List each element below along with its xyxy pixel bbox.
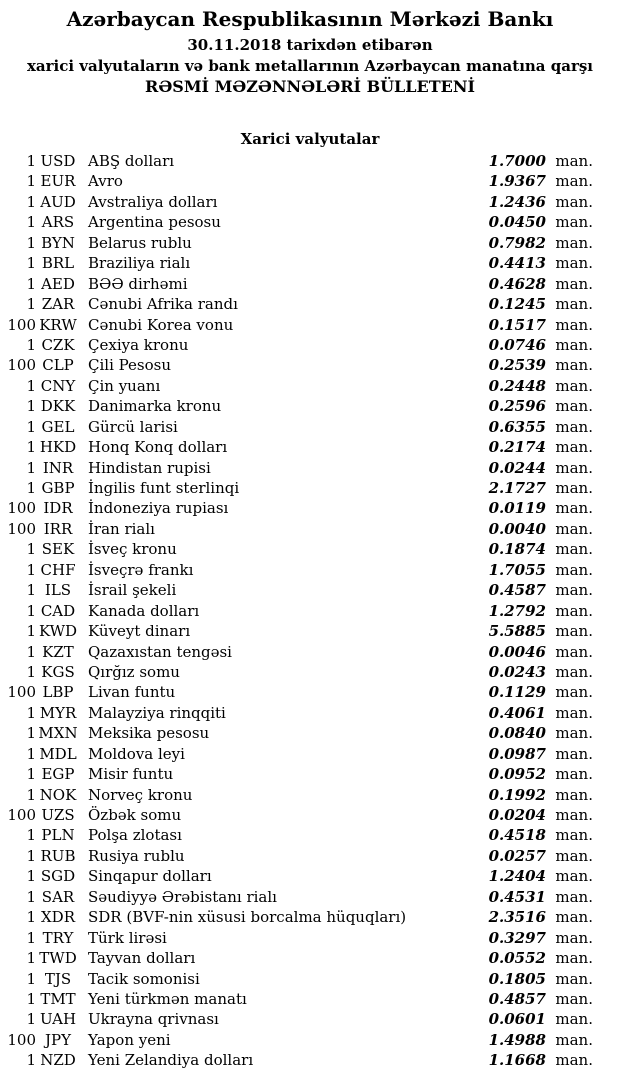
- rate-row: [0, 396, 620, 416]
- row-quantity: 1: [26, 989, 36, 1008]
- row-quantity: 1: [26, 949, 36, 968]
- row-rate-value: 0.7982: [488, 233, 546, 252]
- row-unit-label: man.: [555, 703, 593, 722]
- row-unit-label: man.: [555, 581, 593, 600]
- row-currency-code: CNY: [40, 376, 76, 395]
- row-rate-value: 0.0204: [488, 806, 546, 824]
- row-quantity: 1: [26, 826, 36, 845]
- row-unit-label: man.: [555, 724, 593, 743]
- bank-name-title: Azərbaycan Respublikasının Mərkəzi Bankı: [66, 7, 554, 31]
- row-currency-name: Türk lirəsi: [88, 928, 167, 947]
- rate-row: [0, 723, 620, 743]
- rate-row: [0, 825, 620, 845]
- row-unit-label: man.: [555, 560, 593, 579]
- rate-row: [0, 192, 620, 212]
- row-currency-code: SGD: [40, 867, 76, 886]
- rate-row: [0, 171, 620, 191]
- row-quantity: 1: [26, 1010, 36, 1029]
- rates-table: [0, 151, 620, 1071]
- rate-row: [0, 274, 620, 294]
- row-currency-name: Səudiyyə Ərəbistanı rialı: [88, 887, 277, 906]
- row-unit-label: man.: [555, 969, 593, 988]
- row-currency-name: İsveçrə frankı: [88, 560, 194, 579]
- row-quantity: 1: [26, 846, 36, 865]
- row-rate-value: 0.2539: [488, 356, 546, 375]
- row-currency-code: AUD: [40, 192, 76, 211]
- row-unit-label: man.: [555, 642, 593, 661]
- row-rate-value: 5.5885: [488, 622, 546, 641]
- row-quantity: 1: [26, 785, 36, 804]
- row-currency-code: BYN: [41, 233, 75, 252]
- row-rate-value: 0.4061: [488, 703, 546, 722]
- row-unit-label: man.: [555, 785, 593, 804]
- row-quantity: 1: [26, 376, 36, 395]
- row-quantity: 1: [26, 397, 36, 416]
- row-rate-value: 0.2448: [488, 376, 546, 395]
- row-currency-name: Malayziya rinqqiti: [88, 703, 226, 722]
- row-quantity: 1: [26, 172, 36, 191]
- row-rate-value: 0.0046: [488, 642, 546, 661]
- row-currency-code: NOK: [39, 785, 77, 804]
- row-currency-name: Yapon yeni: [88, 1030, 171, 1049]
- row-unit-label: man.: [555, 233, 593, 252]
- row-unit-label: man.: [555, 356, 593, 375]
- rate-row: [0, 601, 620, 621]
- row-currency-name: Meksika pesosu: [88, 724, 210, 743]
- row-rate-value: 0.4587: [488, 581, 546, 600]
- row-quantity: 100: [7, 683, 36, 702]
- row-currency-name: Livan funtu: [88, 683, 176, 702]
- row-currency-code: DKK: [40, 397, 76, 416]
- row-currency-name: Argentina pesosu: [88, 213, 221, 232]
- row-rate-value: 0.0840: [488, 724, 546, 743]
- row-quantity: 1: [26, 479, 36, 497]
- row-currency-name: BƏƏ dirhəmi: [88, 274, 188, 293]
- rate-row: [0, 969, 620, 989]
- rate-row: [0, 233, 620, 253]
- row-unit-label: man.: [555, 192, 593, 211]
- row-quantity: 1: [26, 744, 36, 763]
- row-unit-label: man.: [555, 397, 593, 416]
- row-quantity: 1: [26, 887, 36, 906]
- row-rate-value: 0.2596: [488, 397, 546, 416]
- row-rate-value: 0.1129: [488, 683, 546, 702]
- rate-row: [0, 887, 620, 907]
- row-unit-label: man.: [555, 254, 593, 273]
- row-currency-code: HKD: [39, 438, 77, 457]
- row-currency-code: KRW: [39, 315, 77, 334]
- row-currency-code: MYR: [39, 703, 77, 722]
- row-rate-value: 0.1245: [488, 295, 546, 314]
- row-unit-label: man.: [555, 887, 593, 906]
- row-currency-name: Norveç kronu: [88, 785, 193, 804]
- row-rate-value: 0.0257: [488, 846, 546, 865]
- row-quantity: 1: [26, 254, 36, 273]
- row-unit-label: man.: [555, 908, 593, 927]
- row-rate-value: 0.4628: [488, 274, 546, 293]
- row-currency-code: CLP: [42, 356, 74, 375]
- row-currency-code: ILS: [44, 581, 72, 600]
- row-rate-value: 0.1517: [488, 315, 546, 334]
- row-currency-name: Qazaxıstan tengəsi: [88, 642, 232, 661]
- row-rate-value: 0.0243: [488, 662, 546, 681]
- row-currency-name: Sinqapur dolları: [88, 867, 212, 886]
- row-currency-name: Danimarka kronu: [88, 397, 222, 416]
- rate-row: [0, 294, 620, 314]
- row-unit-label: man.: [555, 683, 593, 702]
- row-rate-value: 0.4857: [488, 989, 546, 1008]
- row-quantity: 1: [26, 417, 36, 436]
- row-rate-value: 1.2436: [488, 192, 546, 211]
- row-currency-name: Belarus rublu: [88, 233, 192, 252]
- rate-row: [0, 151, 620, 171]
- rate-row: [0, 682, 620, 702]
- row-unit-label: man.: [555, 1010, 593, 1029]
- row-unit-label: man.: [555, 438, 593, 457]
- row-quantity: 100: [7, 1030, 36, 1049]
- row-unit-label: man.: [555, 1030, 593, 1049]
- row-currency-code: TMT: [40, 989, 76, 1008]
- row-quantity: 1: [26, 213, 36, 232]
- row-currency-code: XDR: [41, 908, 75, 927]
- bulletin-title: RƏSMİ MƏZƏNNƏLƏRİ BÜLLETENİ: [145, 77, 475, 96]
- section-title-foreign-currencies: Xarici valyutalar: [240, 130, 380, 148]
- row-quantity: 100: [7, 519, 36, 538]
- row-rate-value: 0.1805: [488, 969, 546, 988]
- row-currency-code: GBP: [41, 479, 75, 497]
- rate-row: [0, 539, 620, 559]
- rate-row: [0, 928, 620, 948]
- row-unit-label: man.: [555, 846, 593, 865]
- row-currency-name: Honq Konq dolları: [88, 438, 228, 457]
- row-currency-name: Küveyt dinarı: [88, 622, 191, 641]
- row-currency-name: Cənubi Korea vonu: [88, 315, 234, 334]
- row-rate-value: 0.4518: [488, 826, 546, 845]
- rate-row: [0, 846, 620, 866]
- row-quantity: 100: [7, 499, 36, 518]
- row-quantity: 1: [26, 438, 36, 457]
- row-currency-name: Braziliya rialı: [88, 254, 191, 273]
- row-currency-code: ZAR: [41, 295, 75, 314]
- row-rate-value: 0.0244: [488, 458, 546, 477]
- row-currency-name: Ukrayna qrivnası: [88, 1010, 219, 1029]
- row-quantity: 1: [26, 601, 36, 620]
- row-currency-name: Gürcü larisi: [88, 417, 178, 436]
- rate-row: [0, 948, 620, 968]
- row-currency-code: MXN: [38, 724, 78, 743]
- row-currency-name: Rusiya rublu: [88, 846, 185, 865]
- row-quantity: 1: [26, 560, 36, 579]
- row-unit-label: man.: [555, 1051, 593, 1070]
- row-rate-value: 0.2174: [488, 438, 546, 457]
- row-currency-name: İran rialı: [88, 519, 155, 538]
- row-currency-code: USD: [40, 152, 76, 170]
- row-currency-code: EGP: [41, 765, 75, 784]
- row-currency-name: Çexiya kronu: [88, 335, 189, 354]
- row-currency-code: PLN: [41, 826, 75, 845]
- row-currency-code: SEK: [41, 540, 75, 559]
- row-rate-value: 1.7055: [488, 560, 546, 579]
- row-quantity: 1: [26, 274, 36, 293]
- rate-row: [0, 498, 620, 518]
- rate-row: [0, 560, 620, 580]
- row-currency-name: ABŞ dolları: [88, 152, 175, 170]
- row-unit-label: man.: [555, 540, 593, 559]
- row-currency-code: TRY: [42, 928, 74, 947]
- row-currency-code: CAD: [40, 601, 76, 620]
- row-currency-code: MDL: [39, 744, 77, 763]
- row-currency-name: İndoneziya rupiası: [88, 499, 229, 518]
- row-unit-label: man.: [555, 806, 593, 824]
- row-quantity: 1: [26, 724, 36, 743]
- rate-row: [0, 335, 620, 355]
- row-currency-code: IRR: [43, 519, 73, 538]
- row-rate-value: 0.1874: [488, 540, 546, 559]
- row-rate-value: 1.9367: [488, 172, 546, 191]
- row-rate-value: 0.0746: [488, 335, 546, 354]
- row-unit-label: man.: [555, 928, 593, 947]
- rate-row: [0, 662, 620, 682]
- row-quantity: 1: [26, 622, 36, 641]
- row-currency-name: Avstraliya dolları: [88, 192, 218, 211]
- row-quantity: 100: [7, 806, 36, 824]
- row-currency-name: Hindistan rupisi: [88, 458, 211, 477]
- row-unit-label: man.: [555, 376, 593, 395]
- rate-row: [0, 437, 620, 457]
- row-quantity: 1: [26, 581, 36, 600]
- row-unit-label: man.: [555, 479, 593, 497]
- rate-row: [0, 212, 620, 232]
- row-unit-label: man.: [555, 274, 593, 293]
- row-unit-label: man.: [555, 335, 593, 354]
- row-currency-code: IDR: [43, 499, 73, 518]
- row-unit-label: man.: [555, 622, 593, 641]
- document-header: [0, 0, 620, 97]
- row-unit-label: man.: [555, 989, 593, 1008]
- row-currency-name: Yeni Zelandiya dolları: [88, 1051, 254, 1070]
- row-currency-code: LBP: [42, 683, 74, 702]
- row-unit-label: man.: [555, 949, 593, 968]
- rate-row: [0, 1050, 620, 1070]
- row-quantity: 100: [7, 315, 36, 334]
- row-currency-code: SAR: [41, 887, 75, 906]
- row-quantity: 1: [26, 928, 36, 947]
- row-currency-code: EUR: [40, 172, 76, 191]
- row-quantity: 100: [7, 356, 36, 375]
- row-currency-name: Misir funtu: [88, 765, 174, 784]
- row-currency-name: SDR (BVF-nin xüsusi borcalma hüquqları): [88, 908, 407, 927]
- rate-row: [0, 1009, 620, 1029]
- row-currency-name: İsrail şekeli: [88, 581, 177, 600]
- row-currency-code: KWD: [38, 622, 78, 641]
- row-quantity: 1: [26, 192, 36, 211]
- row-currency-code: INR: [42, 458, 74, 477]
- row-currency-name: İngilis funt sterlinqi: [88, 479, 240, 497]
- row-quantity: 1: [26, 765, 36, 784]
- row-currency-name: Çin yuanı: [88, 376, 161, 395]
- row-currency-name: Çili Pesosu: [88, 356, 172, 375]
- row-unit-label: man.: [555, 601, 593, 620]
- row-unit-label: man.: [555, 458, 593, 477]
- rate-row: [0, 744, 620, 764]
- row-rate-value: 0.0987: [488, 744, 546, 763]
- row-rate-value: 1.1668: [488, 1051, 546, 1070]
- row-quantity: 1: [26, 703, 36, 722]
- row-currency-name: İsveç kronu: [88, 540, 177, 559]
- rate-row: [0, 907, 620, 927]
- rate-row: [0, 519, 620, 539]
- row-rate-value: 1.4988: [488, 1030, 546, 1049]
- row-currency-code: AED: [41, 274, 75, 293]
- row-quantity: 1: [26, 642, 36, 661]
- row-currency-name: Qırğız somu: [88, 662, 180, 681]
- row-rate-value: 0.0450: [488, 213, 546, 232]
- row-unit-label: man.: [555, 765, 593, 784]
- row-unit-label: man.: [555, 213, 593, 232]
- row-quantity: 1: [26, 233, 36, 252]
- row-currency-name: Polşa zlotası: [88, 826, 182, 845]
- row-currency-code: UZS: [41, 806, 75, 824]
- row-quantity: 1: [26, 152, 36, 170]
- rate-row: [0, 785, 620, 805]
- rate-row: [0, 478, 620, 498]
- row-rate-value: 1.7000: [488, 152, 546, 170]
- row-currency-code: BRL: [41, 254, 75, 273]
- row-unit-label: man.: [555, 519, 593, 538]
- row-unit-label: man.: [555, 295, 593, 314]
- row-currency-name: Yeni türkmən manatı: [88, 989, 247, 1008]
- row-unit-label: man.: [555, 315, 593, 334]
- rate-row: [0, 621, 620, 641]
- row-currency-code: CHF: [40, 560, 76, 579]
- row-unit-label: man.: [555, 172, 593, 191]
- row-currency-code: KGS: [41, 662, 75, 681]
- rate-row: [0, 866, 620, 886]
- rate-row: [0, 703, 620, 723]
- row-rate-value: 0.1992: [488, 785, 546, 804]
- rate-row: [0, 580, 620, 600]
- row-currency-code: RUB: [40, 846, 76, 865]
- row-quantity: 1: [26, 458, 36, 477]
- row-rate-value: 0.0119: [488, 499, 546, 518]
- row-rate-value: 0.3297: [488, 928, 546, 947]
- row-currency-code: TWD: [39, 949, 77, 968]
- row-rate-value: 1.2792: [488, 601, 546, 620]
- rate-row: [0, 805, 620, 825]
- row-quantity: 1: [26, 335, 36, 354]
- row-quantity: 1: [26, 969, 36, 988]
- row-rate-value: 0.4413: [488, 254, 546, 273]
- rate-row: [0, 253, 620, 273]
- row-currency-code: JPY: [44, 1030, 71, 1049]
- row-quantity: 1: [26, 662, 36, 681]
- row-currency-code: KZT: [42, 642, 74, 661]
- row-unit-label: man.: [555, 152, 593, 170]
- row-unit-label: man.: [555, 867, 593, 886]
- rate-row: [0, 989, 620, 1009]
- row-currency-code: GEL: [41, 417, 75, 436]
- row-currency-code: ARS: [41, 213, 75, 232]
- rate-row: [0, 1030, 620, 1050]
- row-currency-code: CZK: [41, 335, 75, 354]
- row-quantity: 1: [26, 1051, 36, 1070]
- row-rate-value: 0.0952: [488, 765, 546, 784]
- row-currency-name: Cənubi Afrika randı: [88, 295, 238, 314]
- row-currency-name: Moldova leyi: [88, 744, 185, 763]
- subject-line: xarici valyutaların və bank metallarının Azərbaycan manatına qarşı: [26, 57, 594, 75]
- row-quantity: 1: [26, 540, 36, 559]
- row-unit-label: man.: [555, 744, 593, 763]
- row-rate-value: 1.2404: [488, 867, 546, 886]
- row-rate-value: 0.4531: [488, 887, 546, 906]
- row-currency-name: Tayvan dolları: [88, 949, 196, 968]
- row-currency-code: TJS: [44, 969, 72, 988]
- effective-date-line: 30.11.2018 tarixdən etibarən: [187, 36, 433, 54]
- rate-row: [0, 376, 620, 396]
- row-rate-value: 2.3516: [488, 908, 546, 927]
- row-rate-value: 2.1727: [488, 479, 546, 497]
- row-rate-value: 0.0040: [488, 519, 546, 538]
- row-unit-label: man.: [555, 499, 593, 518]
- row-unit-label: man.: [555, 826, 593, 845]
- row-currency-code: NZD: [40, 1051, 76, 1070]
- row-quantity: 1: [26, 295, 36, 314]
- row-rate-value: 0.6355: [488, 417, 546, 436]
- rate-row: [0, 764, 620, 784]
- row-currency-code: UAH: [39, 1010, 77, 1029]
- row-unit-label: man.: [555, 662, 593, 681]
- rate-row: [0, 355, 620, 375]
- rate-row: [0, 315, 620, 335]
- row-unit-label: man.: [555, 417, 593, 436]
- rate-row: [0, 417, 620, 437]
- row-currency-name: Kanada dolları: [88, 601, 200, 620]
- row-quantity: 1: [26, 908, 36, 927]
- rate-row: [0, 642, 620, 662]
- row-currency-name: Özbək somu: [88, 806, 182, 824]
- row-rate-value: 0.0601: [488, 1010, 546, 1029]
- row-currency-name: Tacik somonisi: [88, 969, 200, 988]
- row-currency-name: Avro: [88, 172, 123, 191]
- rate-row: [0, 458, 620, 478]
- row-quantity: 1: [26, 867, 36, 886]
- row-rate-value: 0.0552: [488, 949, 546, 968]
